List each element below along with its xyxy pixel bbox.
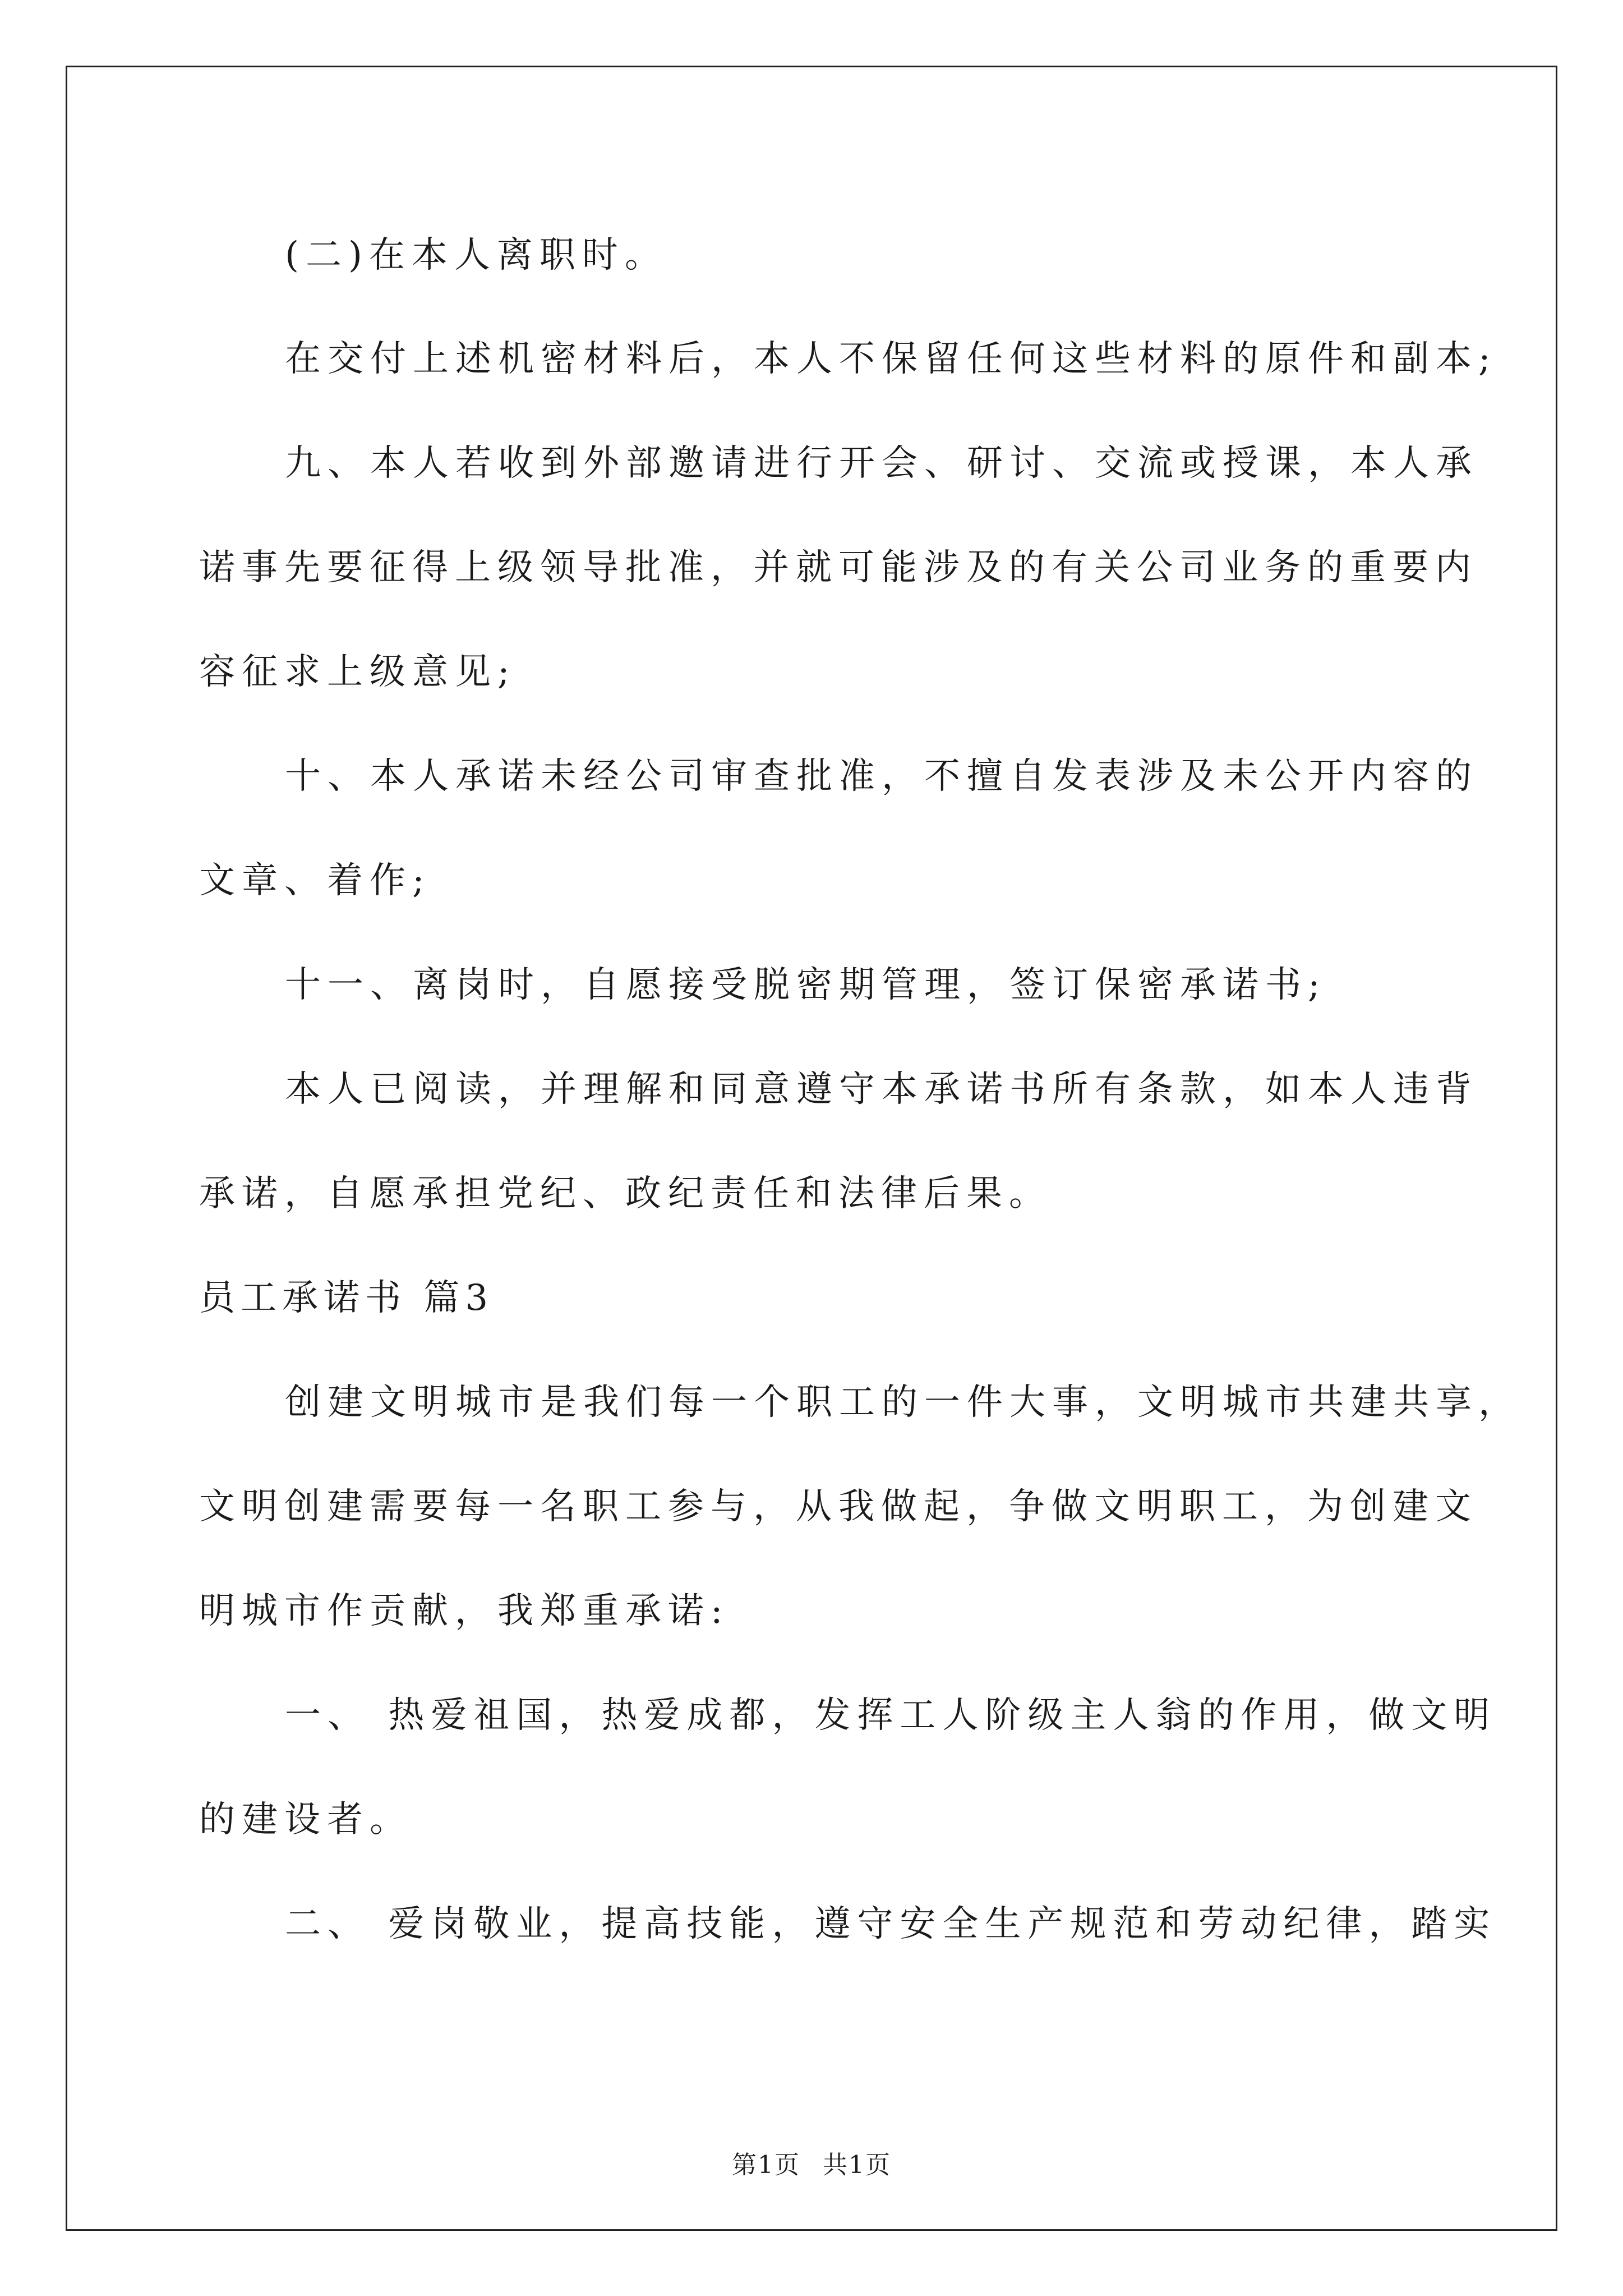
paragraph-line: 承诺，自愿承担党纪、政纪责任和法律后果。 xyxy=(199,1173,1052,1214)
paragraph-line: 十、本人承诺未经公司审查批准，不擅自发表涉及未公开内容的 xyxy=(285,756,1478,797)
paragraph-line: 二、 爱岗敬业，提高技能，遵守安全生产规范和劳动纪律，踏实 xyxy=(285,1903,1497,1945)
paragraph-line: 创建文明城市是我们每一个职工的一件大事，文明城市共建共享， xyxy=(285,1382,1521,1423)
paragraph-line: 的建设者。 xyxy=(199,1799,412,1841)
paragraph-line: (二)在本人离职时。 xyxy=(285,234,667,276)
paragraph-line: 明城市作贡献，我郑重承诺: xyxy=(199,1590,730,1632)
page-footer xyxy=(0,2150,1623,2181)
paragraph-line: 在交付上述机密材料后，本人不保留任何这些材料的原件和副本; xyxy=(285,338,1497,380)
paragraph-line: 十一、离岗时，自愿接受脱密期管理，签订保密承诺书; xyxy=(285,964,1327,1006)
page-number: 第1页 xyxy=(732,2151,800,2179)
section-heading: 员工承诺书 篇3 xyxy=(199,1277,494,1319)
page-total: 共1页 xyxy=(823,2151,891,2179)
paragraph-line: 文明创建需要每一名职工参与，从我做起，争做文明职工，为创建文 xyxy=(199,1486,1478,1527)
paragraph-line: 本人已阅读，并理解和同意遵守本承诺书所有条款，如本人违背 xyxy=(285,1069,1478,1110)
paragraph-line: 九、本人若收到外部邀请进行开会、研讨、交流或授课，本人承 xyxy=(285,443,1478,484)
paragraph-line: 诺事先要征得上级领导批准，并就可能涉及的有关公司业务的重要内 xyxy=(199,547,1478,588)
paragraph-line: 文章、着作; xyxy=(199,860,431,901)
paragraph-line: 容征求上级意见; xyxy=(199,651,517,693)
paragraph-line: 一、 热爱祖国，热爱成都，发挥工人阶级主人翁的作用，做文明 xyxy=(285,1695,1497,1736)
